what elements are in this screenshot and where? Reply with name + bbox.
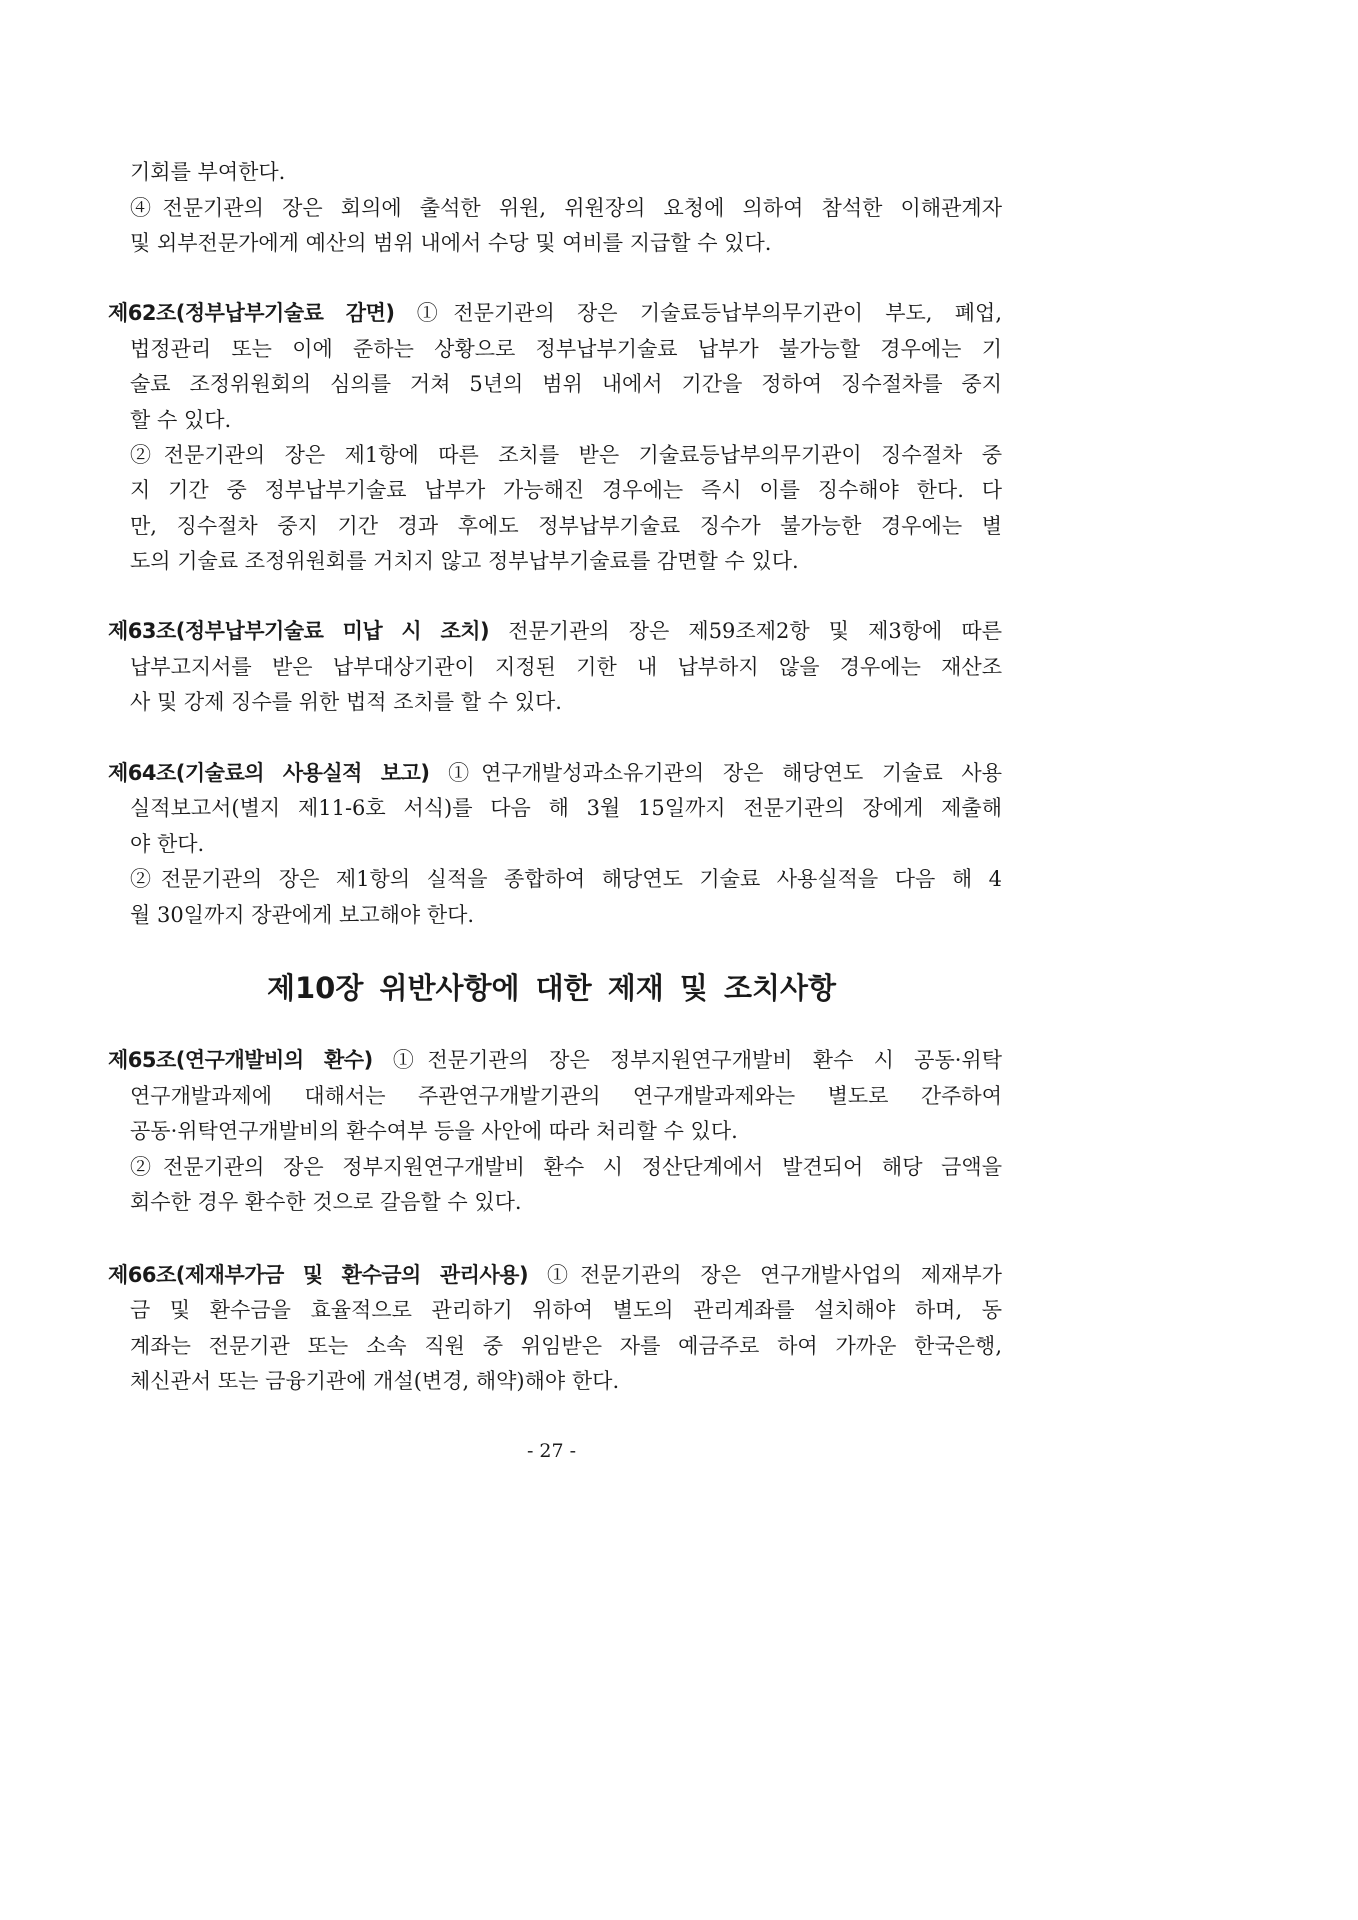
article-65-body-start: ①전문기관의 장은 정부지원연구개발비 환수 시 공동·위탁: [392, 1048, 1002, 1072]
text-line: 및 외부전문가에게 예산의 범위 내에서 수당 및 여비를 지급할 수 있다.: [130, 231, 772, 255]
article-64-first-line: [108, 758, 1002, 788]
article-65-first-line: [108, 1045, 1002, 1075]
text-line: 술료 조정위원회의 심의를 거쳐 5년의 범위 내에서 기간을 정하여 징수절차를 중지: [130, 372, 1002, 396]
article-66-body-start: ①전문기관의 장은 연구개발사업의 제재부가: [546, 1263, 1002, 1287]
text-line: 납부고지서를 받은 납부대상기관이 지정된 기한 내 납부하지 않을 경우에는 재산조: [130, 655, 1002, 679]
article-63-first-line: [108, 616, 1002, 646]
text-line: 사 및 강제 징수를 위한 법적 조치를 할 수 있다.: [130, 690, 562, 714]
text-line: 월 30일까지 장관에게 보고해야 한다.: [130, 903, 475, 927]
text-line: 할 수 있다.: [130, 408, 232, 432]
text-line: 법정관리 또는 이에 준하는 상황으로 정부납부기술료 납부가 불가능할 경우에는 기: [130, 337, 1002, 361]
text-line: 금 및 환수금을 효율적으로 관리하기 위하여 별도의 관리계좌를 설치해야 하며, 동: [130, 1298, 1002, 1322]
article-65-heading: 제65조(연구개발비의 환수): [108, 1048, 373, 1072]
article-64-body-start: ①연구개발성과소유기관의 장은 해당연도 기술료 사용: [448, 761, 1002, 785]
article-66-heading: 제66조(제재부가금 및 환수금의 관리사용): [108, 1263, 529, 1287]
text-line: 체신관서 또는 금융기관에 개설(변경, 해약)해야 한다.: [130, 1369, 620, 1393]
text-line: 회수한 경우 환수한 것으로 갈음할 수 있다.: [130, 1190, 522, 1214]
article-62-heading: 제62조(정부납부기술료 감면): [108, 301, 395, 325]
text-line: 야 한다.: [130, 832, 205, 856]
text-line: ②전문기관의 장은 제1항에 따른 조치를 받은 기술료등납부의무기관이 징수절차 중: [130, 443, 1002, 467]
text-line: ④전문기관의 장은 회의에 출석한 위원, 위원장의 요청에 의하여 참석한 이해관계자: [130, 196, 1002, 220]
article-63-heading: 제63조(정부납부기술료 미납 시 조치): [108, 619, 490, 643]
text-line: ②전문기관의 장은 정부지원연구개발비 환수 시 정산단계에서 발견되어 해당 금액을: [130, 1155, 1002, 1179]
text-line: 도의 기술료 조정위원회를 거치지 않고 정부납부기술료를 감면할 수 있다.: [130, 549, 799, 573]
article-64-heading: 제64조(기술료의 사용실적 보고): [108, 761, 430, 785]
page-number: - 27 -: [526, 1440, 577, 1462]
article-66-first-line: [108, 1260, 1002, 1290]
chapter-title: 제10장 위반사항에 대한 제재 및 조치사항: [266, 971, 837, 1005]
text-line: ②전문기관의 장은 제1항의 실적을 종합하여 해당연도 기술료 사용실적을 다음 해 4: [130, 867, 1002, 891]
article-62-first-line: [108, 298, 1002, 328]
text-line: 공동·위탁연구개발비의 환수여부 등을 사안에 따라 처리할 수 있다.: [130, 1119, 738, 1143]
text-line: 만, 징수절차 중지 기간 경과 후에도 정부납부기술료 징수가 불가능한 경우에는 별: [130, 514, 1002, 538]
text-line: 기회를 부여한다.: [130, 160, 286, 184]
text-line: 지 기간 중 정부납부기술료 납부가 가능해진 경우에는 즉시 이를 징수해야 한다. 다: [130, 478, 1002, 502]
article-62-body-start: ①전문기관의 장은 기술료등납부의무기관이 부도, 폐업,: [416, 301, 1002, 325]
text-line: 실적보고서(별지 제11-6호 서식)를 다음 해 3월 15일까지 전문기관의 장에게 제출해: [130, 796, 1002, 820]
article-63-body-start: 전문기관의 장은 제59조제2항 및 제3항에 따른: [508, 619, 1002, 643]
text-line: 계좌는 전문기관 또는 소속 직원 중 위임받은 자를 예금주로 하여 가까운 한국은행,: [130, 1334, 1002, 1358]
text-line: 연구개발과제에 대해서는 주관연구개발기관의 연구개발과제와는 별도로 간주하여: [130, 1084, 1002, 1108]
